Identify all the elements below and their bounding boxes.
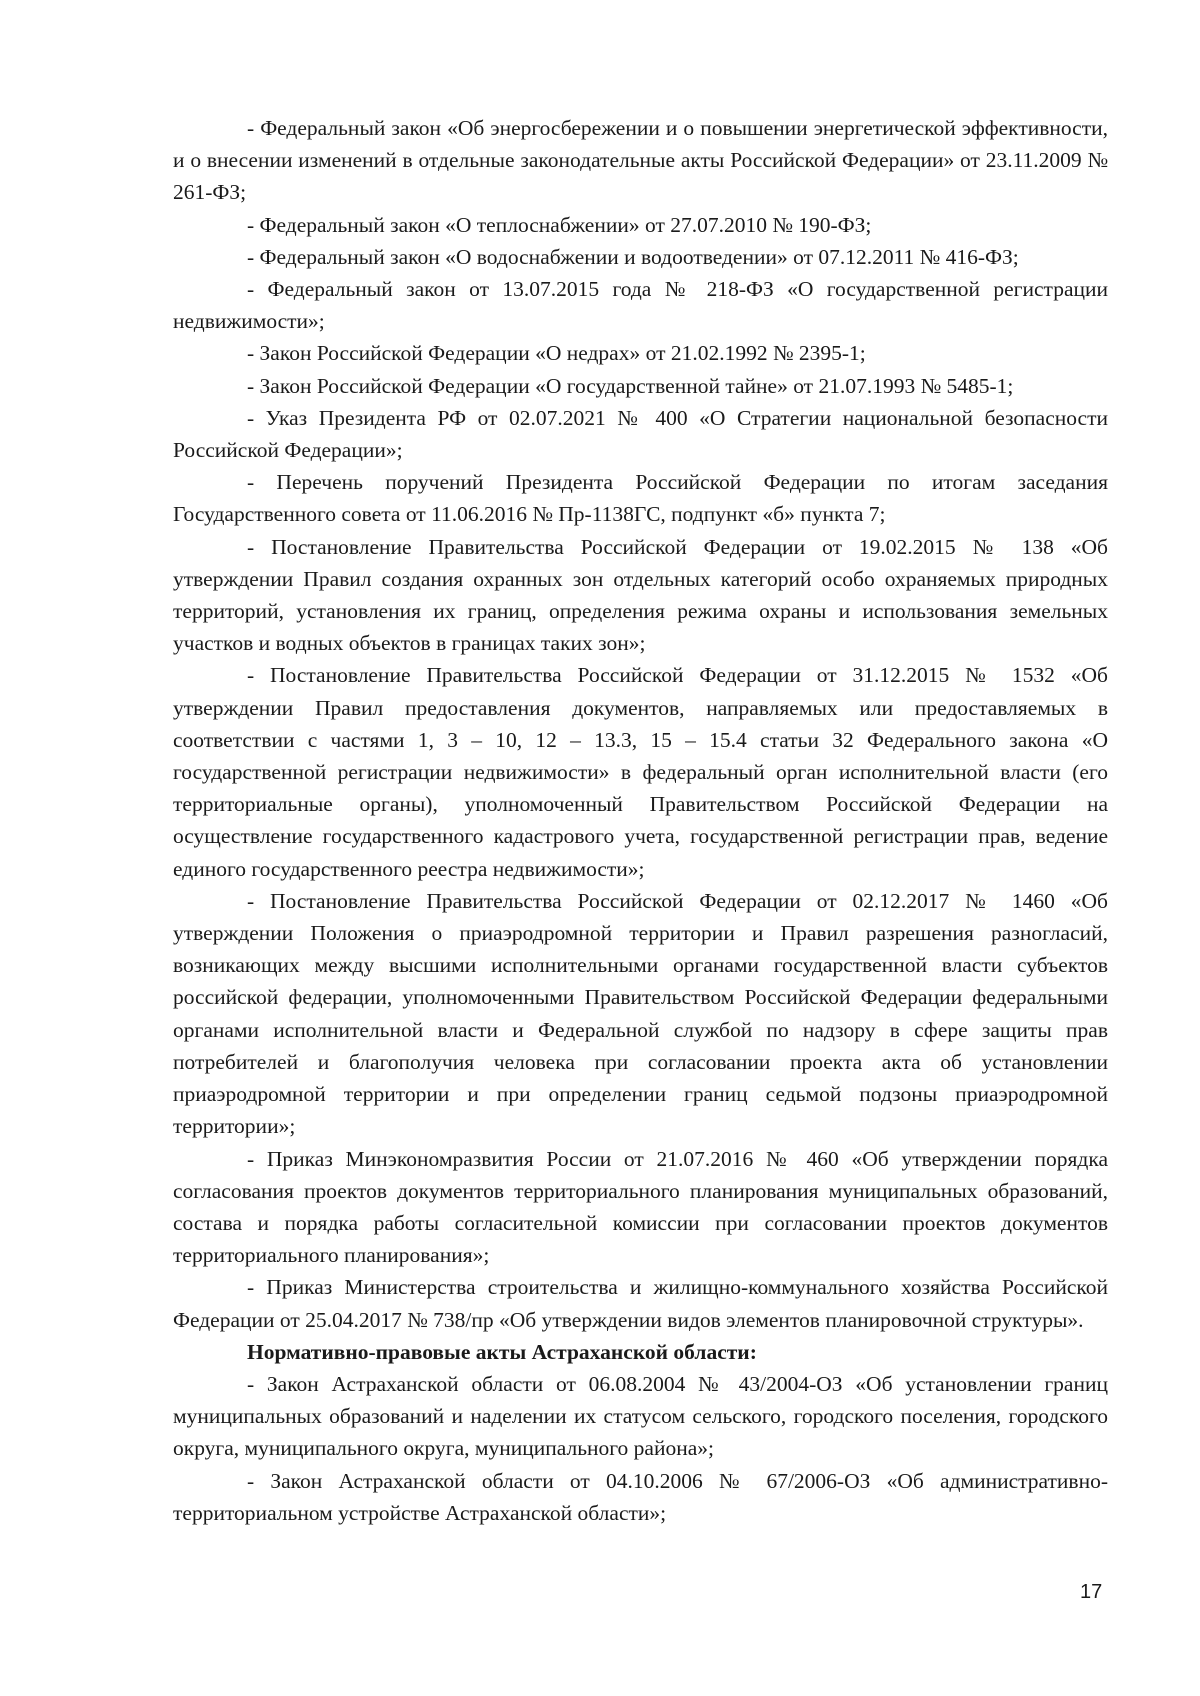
paragraph-federal-law-water-supply: - Федеральный закон «О водоснабжении и водоотведении» от 07.12.2011 № 416-ФЗ; xyxy=(247,244,1019,269)
paragraph-astrakhan-law-67: - Закон Астраханской области от 04.10.2006 № 67/2006-ОЗ «Об административно-территориальном устройстве Астраханской области»; xyxy=(173,1468,1108,1525)
paragraph-order-460: - Приказ Минэкономразвития России от 21.07.2016 № 460 «Об утверждении порядка согласования проектов документов территориального планирования муниципальных образований, состава и порядка работы согласительной комиссии при согласовании проектов документов территориального планирования»; xyxy=(173,1146,1108,1268)
page-number: 17 xyxy=(1080,1581,1103,1603)
paragraph-government-resolution-1460: - Постановление Правительства Российской Федерации от 02.12.2017 № 1460 «Об утверждении Положения о приаэродромной территории и Правил разрешения разногласий, возникающих между высшими исполнительными органами государственной власти субъектов российской федерации, уполномоченными Правительством Российской Федерации федеральными органами исполнительной власти и Федеральной службой по надзору в сфере защиты прав потребителей и благополучия человека при согласовании проекта акта об установлении приаэродромной территории и при определении границ седьмой подзоны приаэродромной территории»; xyxy=(173,888,1108,1139)
paragraph-federal-law-registration: - Федеральный закон от 13.07.2015 года № 218-ФЗ «О государственной регистрации недвижимости»; xyxy=(173,277,1108,334)
paragraph-presidential-decree: - Указ Президента РФ от 02.07.2021 № 400 «О Стратегии национальной безопасности Российской Федерации»; xyxy=(173,405,1108,463)
paragraph-federal-law-energy-saving: - Федеральный закон «Об энергосбережении и о повышении энергетической эффективности, и о внесении изменений в отдельные законодательные акты Российской Федерации» от 23.11.2009 № 261-ФЗ; xyxy=(173,116,1108,205)
paragraph-government-resolution-1532: - Постановление Правительства Российской Федерации от 31.12.2015 № 1532 «Об утверждении Правил предоставления документов, направляемых или предоставляемых в соответствии с частями 1, 3 – 10, 12 – 13.3, 15 – 15.4 статьи 32 Федерального закона «О государственной регистрации недвижимости» в федеральный орган исполнительной власти (его территориальные органы), уполномоченный Правительством Российской Федерации на осуществление государственного кадастрового учета, государственной регистрации прав, ведение единого государственного реестра недвижимости»; xyxy=(173,663,1108,881)
document-page xyxy=(173,112,1108,1529)
paragraph-order-738: - Приказ Министерства строительства и жилищно-коммунального хозяйства Российской Федерации от 25.04.2017 № 738/пр «Об утверждении видов элементов планировочной структуры». xyxy=(173,1275,1108,1332)
paragraph-federal-law-heat-supply: - Федеральный закон «О теплоснабжении» от 27.07.2010 № 190-ФЗ; xyxy=(247,212,872,237)
section-heading-astrakhan-acts: Нормативно-правовые акты Астраханской области: xyxy=(247,1339,757,1364)
paragraph-government-resolution-138: - Постановление Правительства Российской Федерации от 19.02.2015 № 138 «Об утверждении Правил создания охранных зон отдельных категорий особо охраняемых природных территорий, установления их границ, определения режима охраны и использования земельных участков и водных объектов в границах таких зон»; xyxy=(173,534,1108,656)
paragraph-law-state-secret: - Закон Российской Федерации «О государственной тайне» от 21.07.1993 № 5485-1; xyxy=(247,373,1014,398)
paragraph-law-subsoil: - Закон Российской Федерации «О недрах» от 21.02.1992 № 2395-1; xyxy=(247,341,866,366)
paragraph-astrakhan-law-43: - Закон Астраханской области от 06.08.2004 № 43/2004-ОЗ «Об установлении границ муниципальных образований и наделении их статусом сельского, городского поселения, городского округа, муниципального округа, муниципального района»; xyxy=(173,1371,1108,1461)
paragraph-presidential-instructions: - Перечень поручений Президента Российской Федерации по итогам заседания Государственного совета от 11.06.2016 № Пр-1138ГС, подпункт «б» пункта 7; xyxy=(173,470,1108,527)
